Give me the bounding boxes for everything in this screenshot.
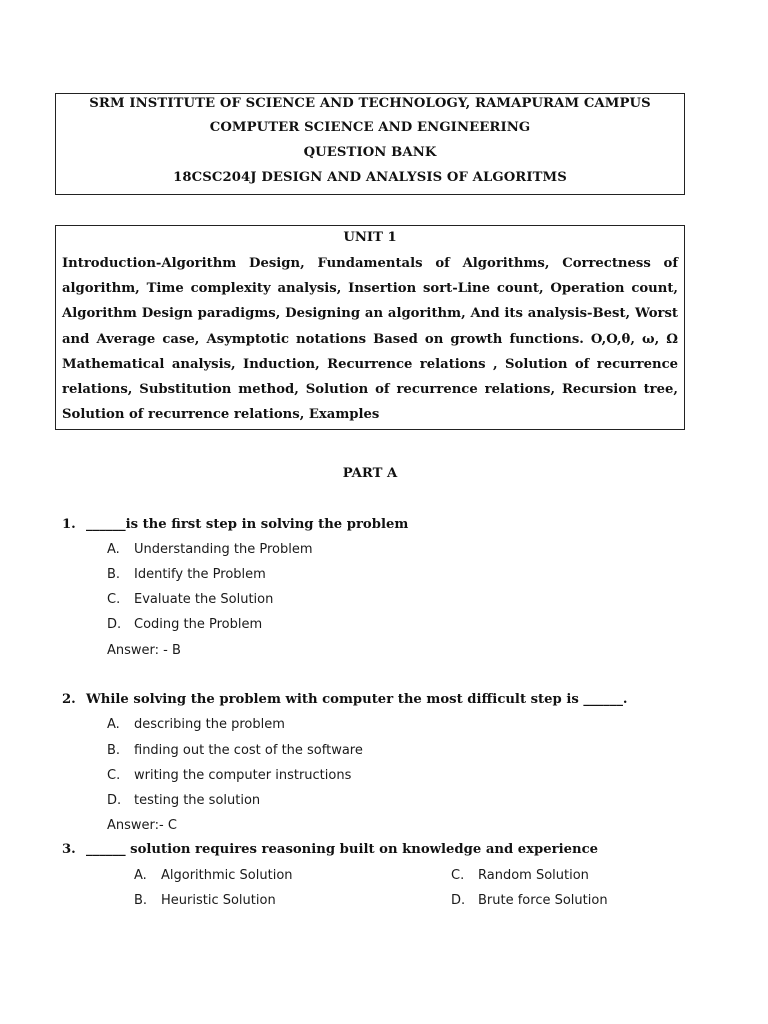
institute-name: SRM INSTITUTE OF SCIENCE AND TECHNOLOGY, RAMAPURAM CAMPUS [89,96,651,111]
question-number: 1. [62,517,76,532]
option-item: A. Algorithmic Solution [134,868,293,883]
department-name: COMPUTER SCIENCE AND ENGINEERING [209,120,531,135]
unit-box [55,225,685,430]
unit-title: UNIT 1 [343,230,397,245]
document-type: QUESTION BANK [303,145,437,160]
question-1 [62,517,408,532]
option-item: B. finding out the cost of the software [107,743,363,758]
unit-syllabus: Introduction-Algorithm Design, Fundamentals of Algorithms, Correctness of algorithm, Time complexity analysis, Insertion sort-Line count, Operation count, Algorithm Design paradigms, Designing an algorithm, And its analysis-Best, Worst and Average case, Asymptotic notations Based on growth functions. O,O,θ, ω, Ω Mathematical analysis, Induction, Recurrence relations , Solution of recurrence relations, Substitution method, Solution of recurrence relations, Recursion tree, Solution of recurrence relations, Examples [62,256,678,423]
option-item: C. Evaluate the Solution [107,592,274,607]
option-item: B. Identify the Problem [107,567,266,582]
question-text: ______ solution requires reasoning built on knowledge and experience [86,842,599,857]
option-item: B. Heuristic Solution [134,893,276,908]
option-item: C. Random Solution [451,868,589,883]
answer-text: Answer: - B [107,643,181,658]
option-item: D. Brute force Solution [451,893,608,908]
answer-text: Answer:- C [107,818,177,833]
header-box [55,93,685,195]
option-item: A. Understanding the Problem [107,542,313,557]
option-item: A. describing the problem [107,717,285,732]
question-2 [62,692,628,707]
question-text: While solving the problem with computer the most difficult step is ______. [86,692,628,707]
question-number: 3. [62,842,76,857]
question-number: 2. [62,692,76,707]
question-text: ______is the first step in solving the problem [86,517,409,532]
option-item: D. Coding the Problem [107,617,263,632]
option-item: C. writing the computer instructions [107,768,352,783]
course-title: 18CSC204J DESIGN AND ANALYSIS OF ALGORITMS [173,170,567,185]
question-3 [62,842,598,857]
option-item: D. testing the solution [107,793,261,808]
part-title: PART A [342,466,398,481]
